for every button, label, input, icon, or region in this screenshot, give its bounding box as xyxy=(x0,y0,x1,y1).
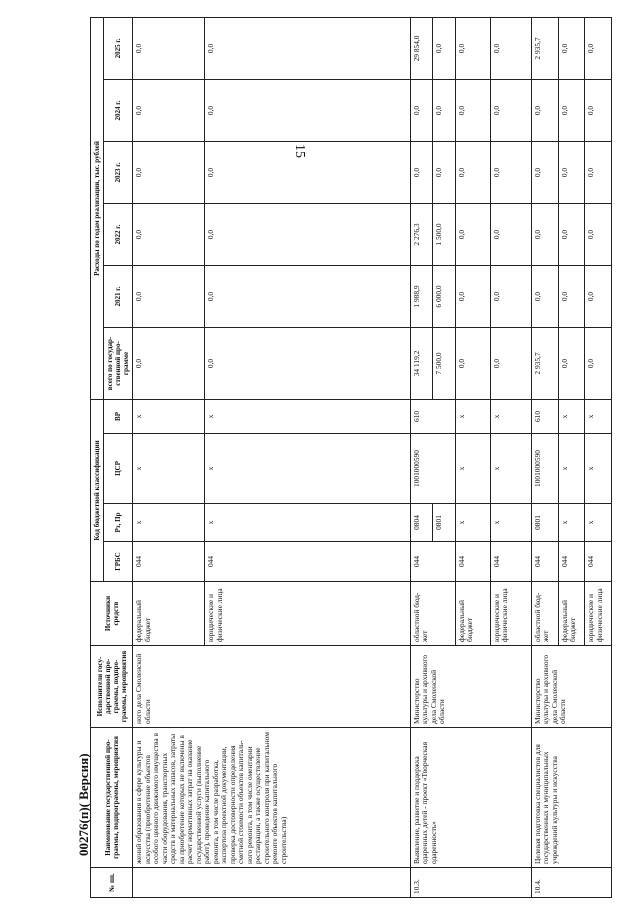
row-source: федеральный бюджет xyxy=(558,582,585,646)
cell-grbs: 044 xyxy=(205,542,410,582)
cell-rzpr: 0801 xyxy=(433,504,456,542)
cell-rzpr: х xyxy=(558,504,585,542)
cell-2023: 0,0 xyxy=(585,141,612,203)
cell-2024: 0,0 xyxy=(410,79,433,141)
col-2025-header: 2025 г. xyxy=(104,17,133,79)
col-num-header: № пп. xyxy=(91,868,133,898)
row-num xyxy=(133,868,410,898)
cell-2024: 0,0 xyxy=(490,79,531,141)
cell-vr: х xyxy=(455,399,490,433)
cell-total: 0,0 xyxy=(455,327,490,399)
cell-csr: х xyxy=(455,434,490,504)
cell-2023: 0,0 xyxy=(490,141,531,203)
cell-rzpr: х xyxy=(455,504,490,542)
cell-2022: 1 500,0 xyxy=(433,203,456,265)
row-name: жений образования в сфере культуры и искусства (приобретение объектов особого ценного движимого имущества в части оборудования, транспортных средств и материальных запасов, затраты на приобретение которых не включены в расчет нормативных затрат на оказание государственной услуги (выполнение работ), проведение капитального ремонта, в том числе разработка, экспертиза проектной документации, проверка достоверности определения сметной стоимости объектов капитального ремонта, в том числе оментарии реставрации, а также осуществление строительного контроля при капитальном ремонте объектов капитального строительства) xyxy=(133,728,410,868)
cell-2023: 0,0 xyxy=(558,141,585,203)
cell-2021: 0,0 xyxy=(490,265,531,327)
row-num: 10.4. xyxy=(531,868,611,898)
cell-grbs: 044 xyxy=(585,542,612,582)
col-executor-header: Исполнители государственной программы, подпрограммы, мероприятия xyxy=(91,646,133,728)
budget-table xyxy=(90,17,612,898)
cell-2021: 0,0 xyxy=(133,265,205,327)
col-rzpr-header: Рз, Пр xyxy=(104,504,133,542)
col-2023-header: 2023 г. xyxy=(104,141,133,203)
row-source: федеральный бюджет xyxy=(455,582,490,646)
col-2021-header: 2021 г. xyxy=(104,265,133,327)
cell-2025: 0,0 xyxy=(455,17,490,79)
row-num: 10.3. xyxy=(410,868,531,898)
cell-2021: 0,0 xyxy=(585,265,612,327)
col-2024-header: 2024 г. xyxy=(104,79,133,141)
col-csr-header: ЦСР xyxy=(104,434,133,504)
header-row-1 xyxy=(91,17,104,897)
cell-2023: 0,0 xyxy=(455,141,490,203)
row-source: юридические и физические лица xyxy=(585,582,612,646)
cell-2022: 0,0 xyxy=(531,203,558,265)
cell-2025: 0,0 xyxy=(558,17,585,79)
footer-code: 00276(п)( Версия) xyxy=(76,753,91,856)
cell-2022: 0,0 xyxy=(455,203,490,265)
cell-2021: 6 000,0 xyxy=(433,265,456,327)
cell-2025: 29 854,0 xyxy=(410,17,433,79)
cell-2024: 0,0 xyxy=(433,79,456,141)
cell-csr: 1001000590 xyxy=(531,434,558,504)
row-source: юридические и физические лица xyxy=(490,582,531,646)
cell-2022: 0,0 xyxy=(133,203,205,265)
cell-2024: 0,0 xyxy=(133,79,205,141)
col-vr-header: ВР xyxy=(104,399,133,433)
row-name: Целевая подготовка специалистов для государственных и муниципальных учреждений культуры и искусства xyxy=(531,728,611,868)
cell-2022: 0,0 xyxy=(205,203,410,265)
cell-total: 7 500,0 xyxy=(433,327,456,399)
table-row xyxy=(410,17,433,897)
row-source: федеральный бюджет xyxy=(133,582,205,646)
rotated-table-container xyxy=(90,18,612,898)
row-executor: ного дела Смоленской области xyxy=(133,646,410,728)
cell-grbs: 044 xyxy=(133,542,205,582)
cell-rzpr: х xyxy=(133,504,205,542)
cell-2023: 0,0 xyxy=(410,141,433,203)
cell-vr: 610 xyxy=(531,399,558,433)
cell-2024: 0,0 xyxy=(455,79,490,141)
budget-code-header: Код бюджетной классификации xyxy=(91,399,104,581)
table-row xyxy=(531,17,558,897)
row-name: Выявление, развитие и поддержка одаренных детей - проект «Творческая одаренность» xyxy=(410,728,531,868)
col-2022-header: 2022 г. xyxy=(104,203,133,265)
cell-2023: 0,0 xyxy=(433,141,456,203)
col-source-header: Источники средств xyxy=(91,582,133,646)
expenses-header: Расходы по годам реализации, тыс. рублей xyxy=(91,17,104,399)
cell-2021: 1 988,9 xyxy=(410,265,433,327)
cell-csr: 1001000590 xyxy=(410,434,455,504)
row-source: юридические и физические лица xyxy=(205,582,410,646)
cell-csr: х xyxy=(133,434,205,504)
cell-csr: х xyxy=(490,434,531,504)
cell-2022: 0,0 xyxy=(585,203,612,265)
cell-vr: х xyxy=(490,399,531,433)
cell-total: 0,0 xyxy=(205,327,410,399)
page-number: 15 xyxy=(292,144,307,158)
cell-2025: 2 935,7 xyxy=(531,17,558,79)
cell-2022: 0,0 xyxy=(490,203,531,265)
row-source: областной бюджет xyxy=(410,582,455,646)
cell-vr: х xyxy=(585,399,612,433)
cell-2024: 0,0 xyxy=(531,79,558,141)
cell-total: 0,0 xyxy=(558,327,585,399)
row-source: областной бюджет xyxy=(531,582,558,646)
col-total-header: всего по государственной программе xyxy=(104,327,133,399)
cell-csr: х xyxy=(558,434,585,504)
cell-grbs: 044 xyxy=(490,542,531,582)
cell-2021: 0,0 xyxy=(531,265,558,327)
cell-grbs: 044 xyxy=(410,542,455,582)
cell-2024: 0,0 xyxy=(585,79,612,141)
cell-2025: 0,0 xyxy=(433,17,456,79)
cell-vr: х xyxy=(558,399,585,433)
cell-grbs: 044 xyxy=(455,542,490,582)
cell-vr: 610 xyxy=(410,399,455,433)
cell-2025: 0,0 xyxy=(205,17,410,79)
cell-total: 0,0 xyxy=(585,327,612,399)
cell-2023: 0,0 xyxy=(531,141,558,203)
cell-2023: 0,0 xyxy=(205,141,410,203)
cell-csr: х xyxy=(585,434,612,504)
cell-rzpr: х xyxy=(205,504,410,542)
cell-2025: 0,0 xyxy=(490,17,531,79)
cell-2021: 0,0 xyxy=(205,265,410,327)
cell-grbs: 044 xyxy=(531,542,558,582)
cell-rzpr: 0804 xyxy=(410,504,433,542)
cell-2023: 0,0 xyxy=(133,141,205,203)
cell-rzpr: х xyxy=(490,504,531,542)
cell-2025: 0,0 xyxy=(585,17,612,79)
cell-2021: 0,0 xyxy=(455,265,490,327)
cell-total: 34 119,2 xyxy=(410,327,433,399)
cell-vr: х xyxy=(133,399,205,433)
cell-2022: 2 276,3 xyxy=(410,203,433,265)
cell-2025: 0,0 xyxy=(133,17,205,79)
cell-total: 0,0 xyxy=(490,327,531,399)
cell-rzpr: 0801 xyxy=(531,504,558,542)
cell-csr: х xyxy=(205,434,410,504)
cell-vr: х xyxy=(205,399,410,433)
table-row xyxy=(133,17,205,897)
cell-rzpr: х xyxy=(585,504,612,542)
cell-2024: 0,0 xyxy=(205,79,410,141)
cell-2022: 0,0 xyxy=(558,203,585,265)
row-executor: Министерство культуры и архивного дела Смоленской области xyxy=(531,646,611,728)
cell-total: 0,0 xyxy=(133,327,205,399)
cell-2024: 0,0 xyxy=(558,79,585,141)
col-name-header: Наименование государственной программы, подпрограммы, мероприятия xyxy=(91,728,133,868)
cell-total: 2 935,7 xyxy=(531,327,558,399)
cell-2021: 0,0 xyxy=(558,265,585,327)
col-grbs-header: ГРБС xyxy=(104,542,133,582)
cell-grbs: 044 xyxy=(558,542,585,582)
row-executor: Министерство культуры и архивного дела Смоленской области xyxy=(410,646,531,728)
